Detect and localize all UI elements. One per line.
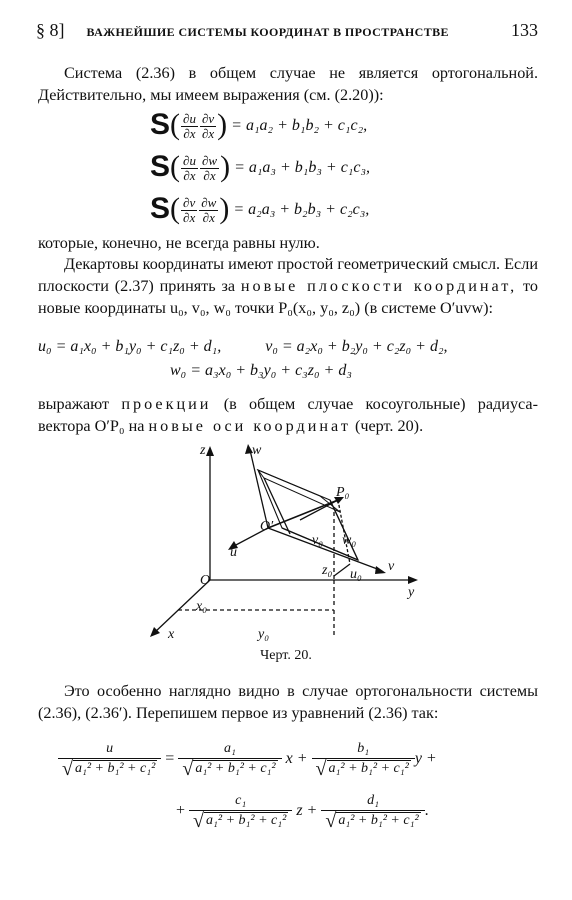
equation-s3: S( $\frac{\partial v}{\partial x}$ $\frac{\partial w}{\partial x}$ ) = a₂a₃ + b₂b₃ + c₂c₃, xyxy=(150,192,370,225)
label-o: O xyxy=(200,573,211,588)
label-y: y xyxy=(408,585,415,600)
paragraph-3: Декартовы координаты имеют простой геометрический смысл. Если плоскости (2.37) принять за новые плоскости координат, то новые координаты u₀, v₀, w₀ точки P₀(x₀, y₀, z₀) (в системе O′uvw): xyxy=(38,255,538,317)
equation-s2-rhs: = a₁a₃ + b₁b₃ + c₁c₃, xyxy=(234,159,371,176)
frac-a1: $\frac{\text{a₁}}{\text{√ a₁² + b₁² + c₁²}}$ xyxy=(178,740,281,779)
frac-b1: $\frac{\text{b₁}}{\text{√ a₁² + b₁² + c₁²}}$ xyxy=(312,740,415,779)
section-marker: § 8] xyxy=(36,20,65,40)
paragraph-5: Это особенно наглядно видно в случае ортогональности системы (2.36), (2.36′). Перепишем первое из уравнений (2.36) так: xyxy=(38,682,538,722)
label-w0: w₀ xyxy=(342,533,357,548)
label-v0: v₀ xyxy=(312,533,324,548)
frac-u: $\frac{u}{\text{√ a₁² + b₁² + c₁²}}$ xyxy=(58,740,161,779)
frac-d1: $\frac{\text{d₁}}{\text{√ a₁² + b₁² + c₁²}}$ xyxy=(321,792,424,831)
paragraph-2: которые, конечно, не всегда равны нулю. xyxy=(38,234,320,252)
equation-s3-rhs: = a₂a₃ + b₂b₃ + c₂c₃, xyxy=(233,201,370,218)
label-w: w xyxy=(252,443,262,458)
equation-w0: w₀ = a₃x₀ + b₃y₀ + c₃z₀ + d₃ xyxy=(170,362,352,379)
final-equation-line-1: $\frac{u}{\text{√ a₁² + b₁² + c₁²}}$ = $\frac{\text{a₁}}{\text{√ a₁² + b₁² + c₁²}}$ x + $\frac{\text{b₁}}{\text{√ a₁² + b₁² + c₁²}}$ y + xyxy=(58,740,528,779)
equation-s2: S( $\frac{\partial u}{\partial x}$ $\frac{\partial w}{\partial x}$ ) = a₁a₃ + b₁b₃ + c₁c₃, xyxy=(150,150,371,183)
label-y0: y₀ xyxy=(258,627,270,642)
equation-u0-v0 xyxy=(38,338,538,356)
label-v: v xyxy=(388,559,395,574)
equation-s1-rhs: = a₁a₂ + b₁b₂ + c₁c₂, xyxy=(231,117,368,134)
coordinate-figure xyxy=(140,440,430,650)
label-u: u xyxy=(230,545,237,560)
running-header xyxy=(36,20,538,44)
label-z: z xyxy=(200,443,206,458)
equation-u0: u₀ = a₁x₀ + b₁y₀ + c₁z₀ + d₁, xyxy=(38,338,222,355)
paragraph-1: Система (2.36) в общем случае не является ортогональной. Действительно, мы имеем выражения (см. (2.20)): xyxy=(38,64,538,104)
final-equation-line-2: + $\frac{\text{c₁}}{\text{√ a₁² + b₁² + c₁²}}$ z + $\frac{\text{d₁}}{\text{√ a₁² + b₁² + c₁²}}$ . xyxy=(176,793,429,832)
label-o-prime: O′ xyxy=(260,519,274,534)
label-p0: P₀ xyxy=(336,485,350,500)
frac-c1: $\frac{\text{c₁}}{\text{√ a₁² + b₁² + c₁²}}$ xyxy=(189,792,292,831)
equation-s1: S( $\frac{\partial u}{\partial x}$ $\frac{\partial v}{\partial x}$ ) = a₁a₂ + b₁b₂ + c₁c₂, xyxy=(150,108,368,141)
figure-caption: Черт. 20. xyxy=(260,648,312,663)
paragraph-4: выражают проекции (в общем случае косоугольные) радиуса-вектора O′P₀ на новые оси координат (черт. 20). xyxy=(38,395,539,435)
s-symbol: S xyxy=(150,108,171,141)
label-x0: x₀ xyxy=(196,599,208,614)
label-u0: u₀ xyxy=(350,567,362,582)
page-number: 133 xyxy=(511,20,538,40)
equation-v0: v₀ = a₂x₀ + b₂y₀ + c₂z₀ + d₂, xyxy=(265,338,448,355)
running-title: ВАЖНЕЙШИЕ СИСТЕМЫ КООРДИНАТ В ПРОСТРАНСТВЕ xyxy=(86,25,449,39)
label-z0: z₀ xyxy=(322,563,333,578)
label-x: x xyxy=(168,627,175,642)
